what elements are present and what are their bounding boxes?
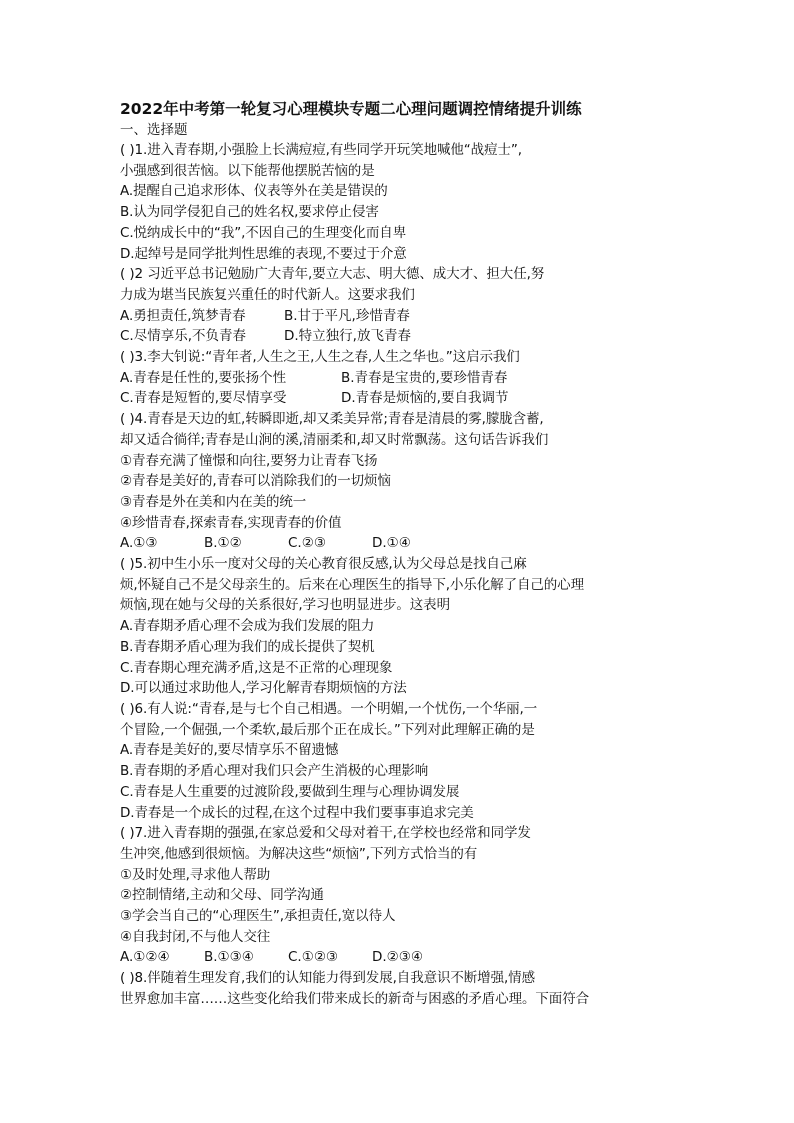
question-stem-line: ( )5.初中生小乐一度对父母的关心教育很反感,认为父母总是找自己麻	[120, 556, 527, 573]
section-heading: 一、选择题	[120, 122, 188, 138]
question-2	[120, 264, 680, 347]
answer-option-row	[120, 388, 680, 409]
answer-option: D.特立独行,放飞青春	[284, 328, 411, 345]
question-7	[120, 823, 680, 968]
answer-option-row	[120, 306, 680, 327]
answer-option: A.提醒自己追求形体、仪表等外在美是错误的	[120, 183, 388, 200]
question-stem-line: 生冲突,他感到很烦恼。为解决这些“烦恼”,下列方式恰当的有	[120, 845, 478, 862]
answer-option: B.青春期矛盾心理为我们的成长提供了契机	[120, 638, 375, 655]
question-stem-line: 力成为堪当民族复兴重任的时代新人。这要求我们	[120, 286, 415, 303]
question-stem-line: ( )3.李大钊说:“青年者,人生之王,人生之春,人生之华也。”这启示我们	[120, 349, 520, 366]
answer-option: C.青春是人生重要的过渡阶段,要做到生理与心理协调发展	[120, 783, 460, 800]
question-stem-line: ( )1.进入青春期,小强脸上长满痘痘,有些同学开玩笑地喊他“战痘士”,	[120, 142, 522, 158]
question-stem-line: 个冒险,一个倔强,一个柔软,最后那个正在成长。”下列对此理解正确的是	[120, 721, 535, 738]
document-content	[120, 98, 680, 1010]
question-3	[120, 347, 680, 409]
answer-option: C.悦纳成长中的“我”,不因自己的生理变化而自卑	[120, 224, 407, 241]
question-8	[120, 968, 680, 1009]
answer-option: A.青春期矛盾心理不会成为我们发展的阻力	[120, 618, 375, 635]
answer-option: D.青春是一个成长的过程,在这个过程中我们要事事追求完美	[120, 804, 474, 821]
answer-option: D.②③④	[372, 949, 423, 966]
answer-option-row	[120, 326, 680, 347]
page-title: 2022年中考第一轮复习心理模块专题二心理问题调控情绪提升训练	[120, 100, 582, 118]
statement-item: ④珍惜青春,探索青春,实现青春的价值	[120, 514, 342, 531]
question-stem-line: 烦恼,现在她与父母的关系很好,学习也明显进步。这表明	[120, 597, 450, 614]
question-4	[120, 409, 680, 554]
answer-option: A.①③	[120, 535, 158, 552]
answer-option: A.青春是美好的,要尽情享乐不留遗憾	[120, 742, 339, 759]
question-stem-line: 烦,怀疑自己不是父母亲生的。后来在心理医生的指导下,小乐化解了自己的心理	[120, 576, 584, 593]
answer-option: B.青春是宝贵的,要珍惜青春	[341, 369, 508, 386]
statement-item: ③青春是外在美和内在美的统一	[120, 493, 307, 510]
answer-option: D.青春是烦恼的,要自我调节	[341, 390, 509, 407]
question-stem-line: 世界愈加丰富……这些变化给我们带来成长的新奇与困惑的矛盾心理。下面符合	[120, 990, 589, 1007]
answer-option: B.青春期的矛盾心理对我们只会产生消极的心理影响	[120, 763, 429, 780]
answer-option: A.①②④	[120, 949, 170, 966]
answer-option: C.青春是短暂的,要尽情享受	[120, 390, 287, 407]
question-stem-line: ( )6.有人说:“青春,是与七个自己相遇。一个明媚,一个忧伤,一个华丽,一	[120, 700, 538, 717]
answer-option-row	[120, 368, 680, 389]
answer-option: B.①②	[204, 535, 242, 552]
answer-option: A.青春是任性的,要张扬个性	[120, 369, 287, 386]
question-stem-line: 小强感到很苦恼。以下能帮他摆脱苦恼的是	[120, 162, 375, 179]
answer-option: D.可以通过求助他人,学习化解青春期烦恼的方法	[120, 680, 407, 697]
question-1	[120, 140, 680, 264]
answer-option: B.认为同学侵犯自己的姓名权,要求停止侵害	[120, 204, 379, 221]
answer-option: C.①②③	[288, 949, 339, 966]
statement-item: ①青春充满了憧憬和向往,要努力让青春飞扬	[120, 452, 378, 469]
statement-item: ①及时处理,寻求他人帮助	[120, 866, 271, 883]
answer-option: C.尽情享乐,不负青春	[120, 328, 247, 345]
question-5	[120, 554, 680, 699]
statement-item: ②控制情绪,主动和父母、同学沟通	[120, 887, 324, 904]
answer-option: C.青春期心理充满矛盾,这是不正常的心理现象	[120, 659, 393, 676]
answer-option: B.甘于平凡,珍惜青春	[284, 307, 410, 324]
statement-item: ③学会当自己的“心理医生”,承担责任,宽以待人	[120, 908, 396, 925]
answer-option: C.②③	[288, 535, 326, 552]
answer-option: B.①③④	[204, 949, 254, 966]
question-stem-line: ( )8.伴随着生理发育,我们的认知能力得到发展,自我意识不断增强,情感	[120, 970, 535, 987]
answer-option: A.勇担责任,筑梦青春	[120, 307, 246, 324]
statement-item: ②青春是美好的,青春可以消除我们的一切烦恼	[120, 473, 391, 490]
question-6	[120, 699, 680, 823]
question-stem-line: ( )2 习近平总书记勉励广大青年,要立大志、明大德、成大才、担大任,努	[120, 266, 545, 283]
question-stem-line: ( )7.进入青春期的强强,在家总爱和父母对着干,在学校也经常和同学发	[120, 825, 531, 842]
statement-item: ④自我封闭,不与他人交往	[120, 928, 271, 945]
question-stem-line: 却又适合徜徉;青春是山涧的溪,清丽柔和,却又时常飘荡。这句话告诉我们	[120, 431, 549, 448]
answer-option: D.①④	[372, 535, 411, 552]
question-stem-line: ( )4.青春是天边的虹,转瞬即逝,却又柔美异常;青春是清晨的雾,朦胧含蓄,	[120, 411, 544, 428]
answer-option-row	[120, 533, 680, 554]
answer-option-row	[120, 947, 680, 968]
answer-option: D.起绰号是同学批判性思维的表现,不要过于介意	[120, 245, 407, 262]
